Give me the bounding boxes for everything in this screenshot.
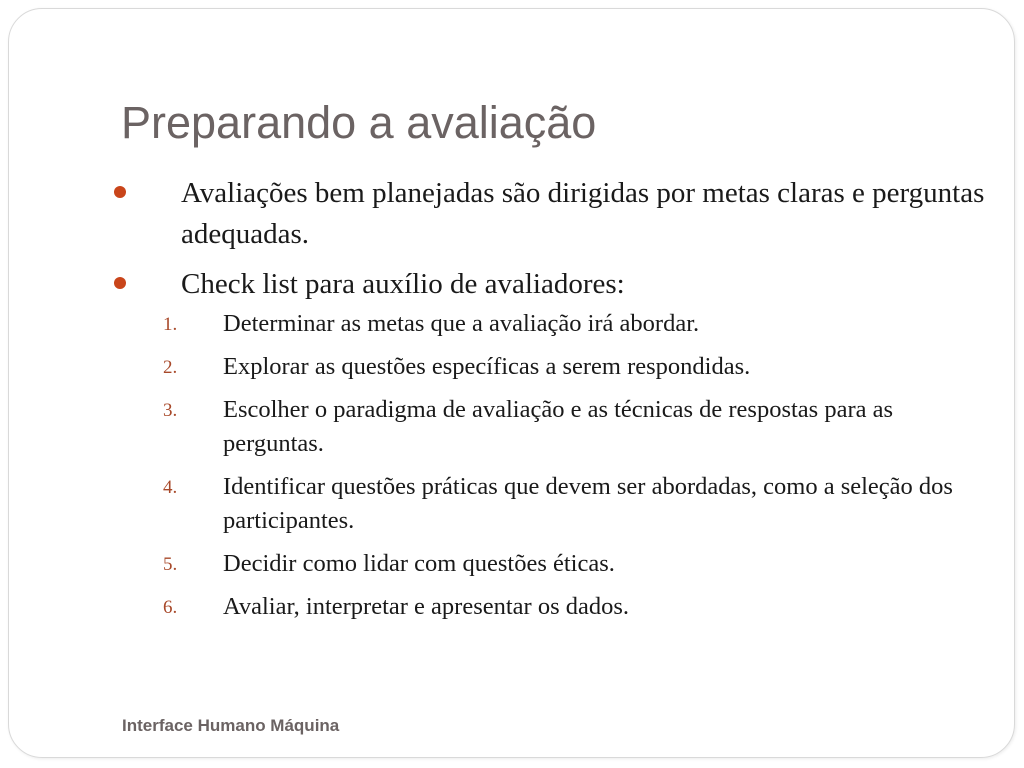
checklist-text: Determinar as metas que a avaliação irá abordar. [223,310,700,337]
checklist-number: 3. [163,400,178,421]
checklist-item [163,590,989,624]
checklist-number: 2. [163,357,178,378]
checklist-text: Explorar as questões específicas a serem respondidas. [223,353,751,380]
bullet-text: Check list para auxílio de avaliadores: [181,268,625,300]
checklist-text: Identificar questões práticas que devem ser abordadas, como a seleção dos participantes. [223,473,953,534]
bullet-dot-icon [114,277,126,289]
checklist-item [163,350,989,384]
checklist-text: Escolher o paradigma de avaliação e as técnicas de respostas para as perguntas. [223,396,894,457]
checklist-number: 6. [163,597,178,618]
checklist [163,307,989,624]
checklist-item [163,470,989,538]
checklist-number: 1. [163,314,178,335]
checklist-number: 5. [163,554,178,575]
checklist-item [163,307,989,341]
checklist-item [163,547,989,581]
bullet-list [109,173,989,633]
checklist-text: Avaliar, interpretar e apresentar os dados. [223,593,630,620]
bullet-item [109,264,989,624]
slide [8,8,1015,758]
checklist-text: Decidir como lidar com questões éticas. [223,550,615,577]
checklist-number: 4. [163,477,178,498]
bullet-dot-icon [114,186,126,198]
slide-title: Preparando a avaliação [121,97,597,148]
bullet-text: Avaliações bem planejadas são dirigidas por metas claras e perguntas adequadas. [181,177,985,250]
checklist-item [163,393,989,461]
bullet-item [109,173,989,255]
slide-footer: Interface Humano Máquina [122,716,340,735]
